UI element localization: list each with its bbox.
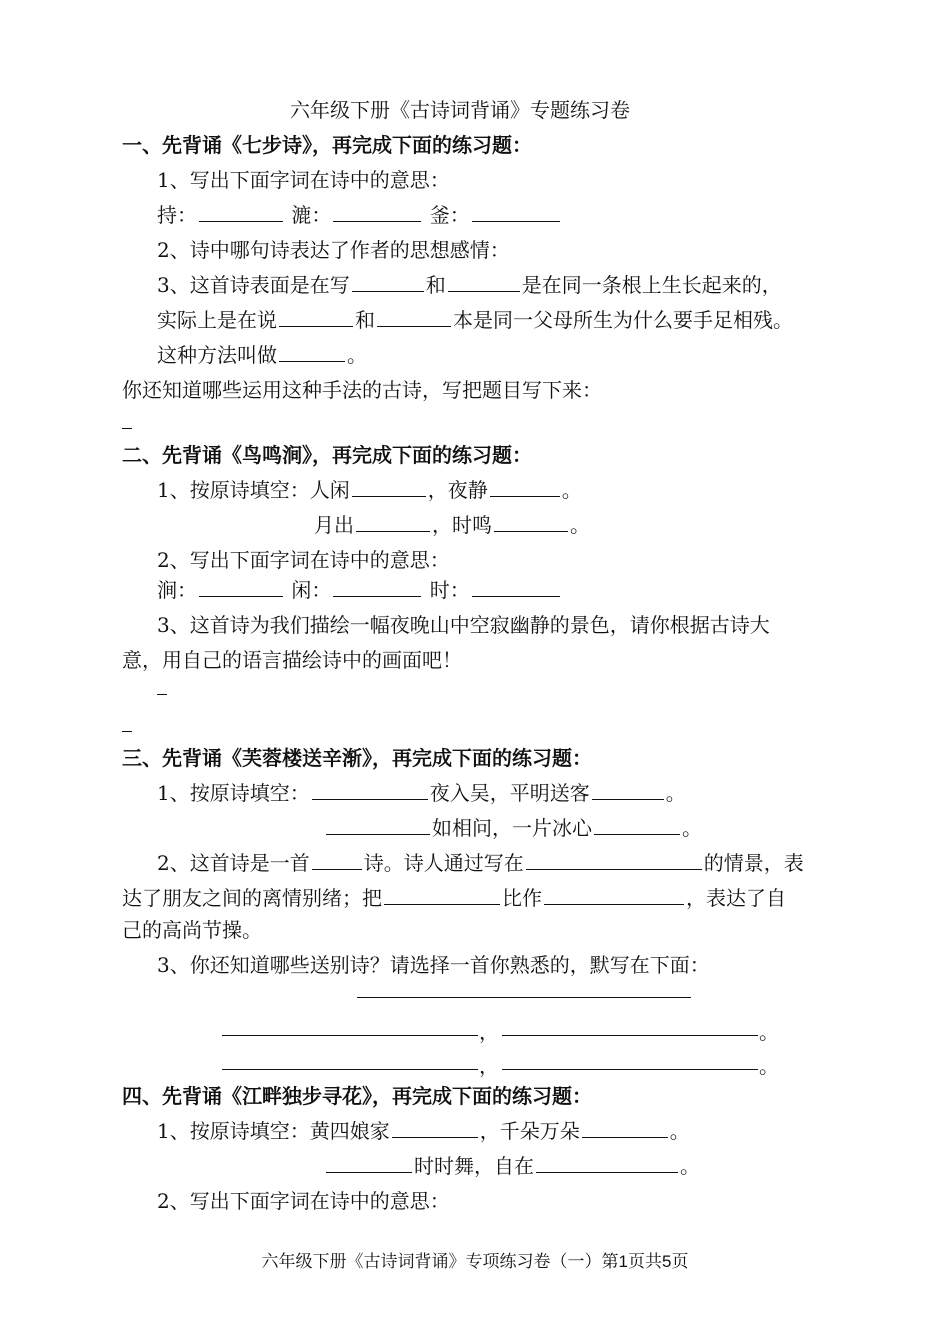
s3-question-1-line-1 — [157, 779, 686, 807]
text: 本是同一父母所生为什么要手足相残。 — [453, 308, 793, 332]
text: 1、按原诗填空： — [157, 781, 310, 805]
s2-word-1: 涧： — [157, 578, 197, 602]
text: 。 — [665, 781, 686, 805]
s3-question-3: 3、你还知道哪些送别诗？请选择一首你熟悉的，默写在下面： — [157, 953, 710, 977]
s4-question-1-line-1 — [157, 1117, 690, 1145]
s4-question-2: 2、写出下面字词在诗中的意思： — [157, 1189, 450, 1213]
blank[interactable] — [352, 271, 424, 292]
blank[interactable] — [490, 476, 560, 497]
page-footer: 六年级下册《古诗词背诵》专项练习卷（一）第1页共5页 — [261, 1252, 689, 1271]
s2-question-3-line-1: 3、这首诗为我们描绘一幅夜晚山中空寂幽静的景色，请你根据古诗大 — [157, 613, 770, 637]
period: 。 — [759, 1054, 779, 1078]
blank[interactable] — [582, 1117, 668, 1138]
s1-word-3: 釜： — [429, 203, 470, 227]
section-4-heading: 四、先背诵《江畔独步寻花》，再完成下面的练习题： — [122, 1084, 592, 1108]
text: 。 — [669, 1119, 690, 1143]
answer-line[interactable] — [157, 694, 167, 695]
blank[interactable] — [326, 1152, 412, 1173]
s3-question-2-line-3: 己的高尚节操。 — [122, 918, 262, 942]
s1-word-1: 持： — [157, 203, 197, 227]
text: 2、这首诗是一首 — [157, 851, 310, 875]
text: 。 — [682, 816, 702, 840]
s4-question-1-line-2 — [324, 1152, 700, 1180]
text: 比作 — [502, 886, 542, 910]
text: ，千朵万朵 — [479, 1119, 580, 1143]
text: 达了朋友之间的离情别绪；把 — [122, 886, 382, 910]
blank[interactable] — [494, 511, 568, 532]
s3-question-2-line-2 — [122, 884, 786, 912]
section-2-heading: 二、先背诵《鸟鸣涧》，再完成下面的练习题： — [122, 443, 532, 467]
text: ，时鸣 — [432, 513, 492, 537]
text: 和 — [355, 308, 375, 332]
text: 实际上是在说 — [157, 308, 277, 332]
answer-line[interactable] — [357, 997, 691, 998]
s2-word-3: 时： — [429, 578, 470, 602]
answer-line[interactable] — [122, 428, 132, 429]
blank[interactable] — [544, 884, 684, 905]
blank[interactable] — [312, 779, 428, 800]
page-title: 六年级下册《古诗词背诵》专题练习卷 — [290, 98, 630, 122]
s2-question-3-line-2: 意，用自己的语言描绘诗中的画面吧！ — [122, 648, 462, 672]
s1-question-1: 1、写出下面字词在诗中的意思： — [157, 168, 450, 192]
answer-line[interactable] — [222, 1069, 478, 1070]
text: 。 — [347, 343, 367, 367]
s2-word-2: 闲： — [291, 578, 332, 602]
s2-question-2: 2、写出下面字词在诗中的意思： — [157, 548, 450, 572]
blank[interactable] — [199, 201, 283, 222]
text: 和 — [425, 273, 446, 297]
blank[interactable] — [377, 306, 451, 327]
s1-question-4: 你还知道哪些运用这种手法的古诗，写把题目写下来： — [122, 378, 602, 402]
blank[interactable] — [199, 576, 283, 597]
blank[interactable] — [448, 271, 520, 292]
text: 1、按原诗填空：黄四娘家 — [157, 1119, 390, 1143]
s1-question-3-line-2 — [157, 306, 793, 334]
answer-line[interactable] — [502, 1069, 758, 1070]
blank[interactable] — [594, 814, 680, 835]
blank[interactable] — [592, 779, 664, 800]
text: 夜入吴，平明送客 — [429, 781, 590, 805]
s1-word-2: 漉： — [291, 203, 332, 227]
blank[interactable] — [356, 511, 430, 532]
period: 。 — [759, 1020, 779, 1044]
answer-line[interactable] — [502, 1035, 758, 1036]
blank[interactable] — [352, 476, 426, 497]
text: 3、这首诗表面是在写 — [157, 273, 350, 297]
text: 如相问，一片冰心 — [432, 816, 592, 840]
section-3-heading: 三、先背诵《芙蓉楼送辛渐》，再完成下面的练习题： — [122, 746, 592, 770]
text: ，夜静 — [427, 478, 488, 502]
blank[interactable] — [536, 1152, 678, 1173]
text: 的情景，表 — [703, 851, 804, 875]
answer-line[interactable] — [122, 731, 132, 732]
text: 诗。诗人通过写在 — [363, 851, 524, 875]
blank[interactable] — [326, 814, 430, 835]
s1-question-3-line-1 — [157, 271, 782, 299]
blank[interactable] — [279, 341, 345, 362]
s1-question-3-line-3 — [157, 341, 367, 369]
s2-question-1-line-2 — [314, 511, 590, 539]
s2-word-meanings — [157, 576, 562, 604]
text: 月出 — [314, 513, 354, 537]
text: 。 — [570, 513, 590, 537]
blank[interactable] — [384, 884, 500, 905]
text: 1、按原诗填空：人闲 — [157, 478, 350, 502]
s1-question-2: 2、诗中哪句诗表达了作者的思想感情： — [157, 238, 510, 262]
answer-line[interactable] — [222, 1035, 478, 1036]
blank[interactable] — [472, 576, 560, 597]
s2-question-1-line-1 — [157, 476, 582, 504]
blank[interactable] — [279, 306, 353, 327]
blank[interactable] — [333, 201, 421, 222]
s3-question-1-line-2 — [324, 814, 702, 842]
s1-word-meanings — [157, 201, 562, 229]
comma: ， — [479, 1054, 499, 1078]
text: ，表达了自 — [686, 886, 786, 910]
section-1-heading: 一、先背诵《七步诗》，再完成下面的练习题： — [122, 133, 532, 157]
blank[interactable] — [472, 201, 560, 222]
text: 时时舞，自在 — [414, 1154, 534, 1178]
blank[interactable] — [392, 1117, 478, 1138]
text: 。 — [561, 478, 582, 502]
text: 是在同一条根上生长起来的， — [521, 273, 782, 297]
blank[interactable] — [333, 576, 421, 597]
comma: ， — [479, 1020, 499, 1044]
blank[interactable] — [526, 849, 702, 870]
s3-question-2-line-1 — [157, 849, 804, 877]
text: 。 — [680, 1154, 700, 1178]
blank[interactable] — [312, 849, 362, 870]
text: 这种方法叫做 — [157, 343, 277, 367]
